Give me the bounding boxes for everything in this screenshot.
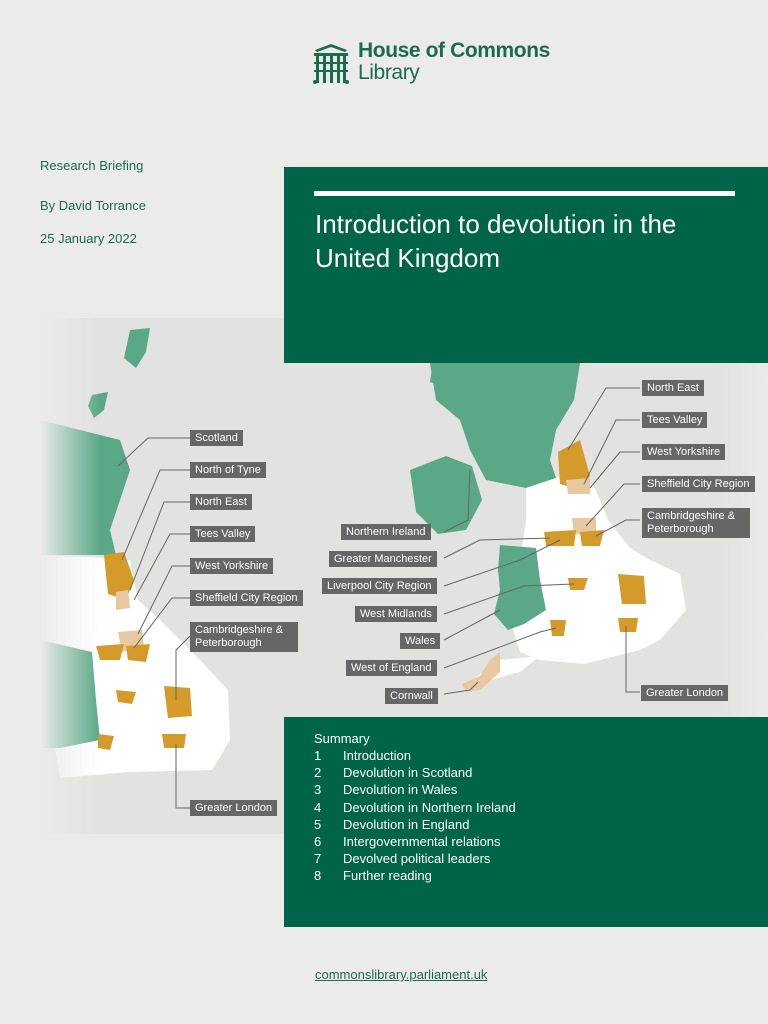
summary-heading: Summary xyxy=(314,731,370,746)
map-label-sheffield-city-region-large: Sheffield City Region xyxy=(642,476,755,492)
summary-item: 1 Introduction xyxy=(314,748,411,763)
commons-library-website-link[interactable]: commonslibrary.parliament.uk xyxy=(315,967,488,982)
summary-item: 2 Devolution in Scotland xyxy=(314,765,473,781)
map-label-west-yorkshire: West Yorkshire xyxy=(190,558,273,574)
map-label-cambridgeshire-peterborough-large: Cambridgeshire & Peterborough xyxy=(642,508,750,538)
map-label-greater-london: Greater London xyxy=(190,800,277,816)
map-label-liverpool-city-region: Liverpool City Region xyxy=(322,578,437,594)
map-label-greater-london-large: Greater London xyxy=(641,685,728,701)
author: By David Torrance xyxy=(40,198,146,213)
summary-item: 3 Devolution in Wales xyxy=(314,782,458,798)
map-label-northern-ireland: Northern Ireland xyxy=(341,524,431,540)
summary-list xyxy=(314,747,516,885)
summary-item: 5 Devolution in England xyxy=(314,816,470,832)
title-rule xyxy=(314,191,735,196)
map-label-cambridgeshire-peterborough: Cambridgeshire & Peterborough xyxy=(190,622,298,652)
map-label-tees-valley-large: Tees Valley xyxy=(642,412,707,428)
summary-item: 6 Intergovernmental relations xyxy=(314,833,501,849)
map-label-west-midlands: West Midlands xyxy=(355,606,437,622)
map-label-wales: Wales xyxy=(400,633,440,649)
logo-line-2: Library xyxy=(358,61,420,84)
map-label-west-yorkshire-large: West Yorkshire xyxy=(642,444,725,460)
document-title: Introduction to devolution in the United Kingdom xyxy=(315,209,677,273)
summary-item: 4 Devolution in Northern Ireland xyxy=(314,799,516,815)
publication-date: 25 January 2022 xyxy=(40,231,137,246)
map-label-tees-valley: Tees Valley xyxy=(190,526,255,542)
summary-panel xyxy=(284,717,768,927)
map-label-greater-manchester: Greater Manchester xyxy=(329,551,437,567)
map-label-scotland: Scotland xyxy=(190,430,243,446)
summary-item: 7 Devolved political leaders xyxy=(314,851,491,867)
map-label-north-of-tyne: North of Tyne xyxy=(190,462,266,478)
briefing-type: Research Briefing xyxy=(40,158,144,173)
map-label-sheffield-city-region: Sheffield City Region xyxy=(190,590,303,606)
logo-line-1: House of Commons xyxy=(358,39,550,62)
map-label-cornwall: Cornwall xyxy=(385,688,438,704)
summary-item: 8 Further reading xyxy=(314,868,432,884)
map-label-west-of-england: West of England xyxy=(346,660,437,676)
title-panel xyxy=(284,167,768,363)
map-label-north-east-large: North East xyxy=(642,380,704,396)
map-label-north-east: North East xyxy=(190,494,252,510)
